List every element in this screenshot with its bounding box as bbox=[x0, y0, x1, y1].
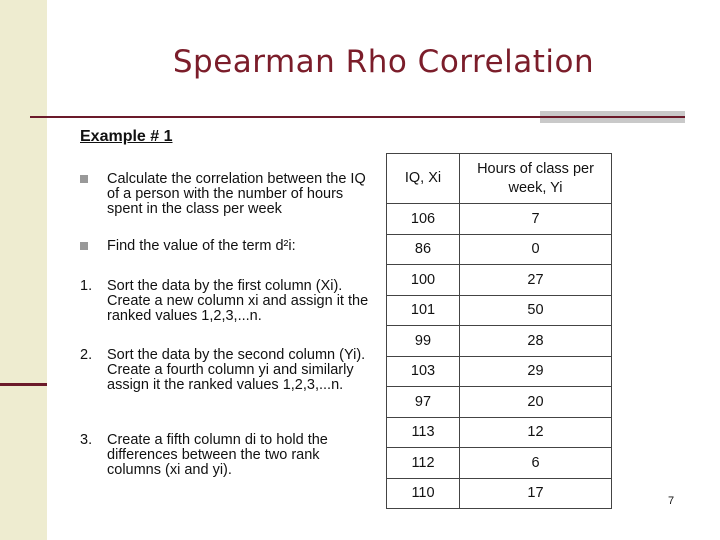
step-text: Sort the data by the first column (Xi). Create a new column xi and assign it the ranked values 1,2,3,...n. bbox=[107, 278, 369, 324]
cell-hours: 20 bbox=[460, 387, 612, 418]
table-row bbox=[387, 356, 612, 387]
table-row bbox=[387, 295, 612, 326]
cell-iq: 100 bbox=[387, 265, 460, 296]
cell-hours: 12 bbox=[460, 417, 612, 448]
table-row bbox=[387, 204, 612, 235]
cell-iq: 86 bbox=[387, 234, 460, 265]
cell-iq: 99 bbox=[387, 326, 460, 357]
cell-hours: 29 bbox=[460, 356, 612, 387]
side-accent-line bbox=[0, 383, 47, 386]
step-number: 3. bbox=[80, 432, 93, 448]
step-text: Sort the data by the second column (Yi). Create a fourth column yi and similarly assign it the ranked values 1,2,3,...n. bbox=[107, 347, 366, 393]
cell-hours: 0 bbox=[460, 234, 612, 265]
cell-iq: 106 bbox=[387, 204, 460, 235]
cell-hours: 17 bbox=[460, 478, 612, 509]
table-row bbox=[387, 478, 612, 509]
cell-iq: 103 bbox=[387, 356, 460, 387]
table-header-row bbox=[387, 154, 612, 204]
step-item bbox=[80, 433, 370, 481]
cell-iq: 101 bbox=[387, 295, 460, 326]
cell-iq: 112 bbox=[387, 448, 460, 479]
cell-hours: 27 bbox=[460, 265, 612, 296]
step-number: 1. bbox=[80, 278, 93, 294]
bullet-item bbox=[80, 239, 370, 255]
column-header-iq: IQ, Xi bbox=[387, 154, 460, 204]
cell-iq: 113 bbox=[387, 417, 460, 448]
side-band bbox=[0, 0, 47, 540]
cell-hours: 50 bbox=[460, 295, 612, 326]
column-header-hours: Hours of class per week, Yi bbox=[460, 154, 612, 204]
bullet-text: Calculate the correlation between the IQ of a person with the number of hours spent in the class per week bbox=[107, 171, 366, 217]
step-text: Create a fifth column di to hold the differences between the two rank columns (xi and yi). bbox=[107, 432, 328, 478]
step-item bbox=[80, 348, 370, 410]
bullet-square-icon bbox=[80, 175, 88, 183]
step-number: 2. bbox=[80, 347, 93, 363]
bullet-text: Find the value of the term d²i: bbox=[107, 238, 296, 254]
table-row bbox=[387, 448, 612, 479]
cell-iq: 110 bbox=[387, 478, 460, 509]
title-rule bbox=[30, 116, 685, 118]
page-number: 7 bbox=[668, 495, 675, 507]
data-table bbox=[386, 153, 612, 509]
cell-hours: 28 bbox=[460, 326, 612, 357]
step-item bbox=[80, 279, 370, 327]
slide-title: Spearman Rho Correlation bbox=[172, 44, 595, 80]
example-heading: Example # 1 bbox=[80, 128, 173, 145]
table-row bbox=[387, 326, 612, 357]
table-row bbox=[387, 265, 612, 296]
table-row bbox=[387, 387, 612, 418]
cell-hours: 7 bbox=[460, 204, 612, 235]
bullet-item bbox=[80, 172, 370, 220]
bullet-square-icon bbox=[80, 242, 88, 250]
table-row bbox=[387, 417, 612, 448]
table-row bbox=[387, 234, 612, 265]
cell-hours: 6 bbox=[460, 448, 612, 479]
cell-iq: 97 bbox=[387, 387, 460, 418]
